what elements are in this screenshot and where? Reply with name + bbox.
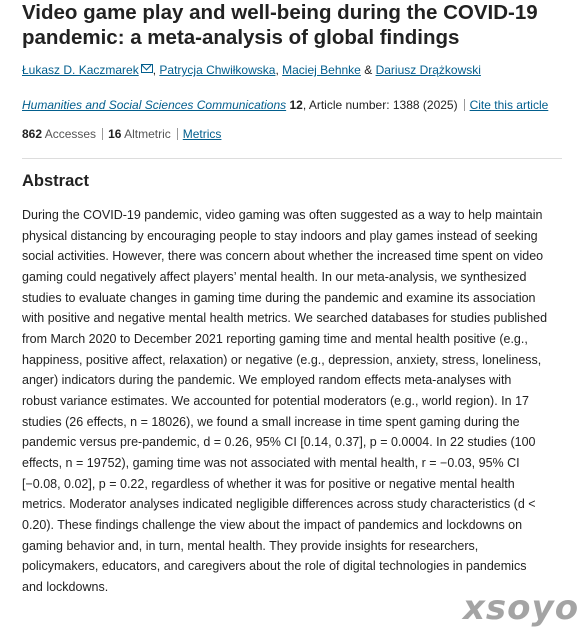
author-link-1[interactable]: Łukasz D. Kaczmarek — [22, 63, 139, 77]
abstract-line: gaming behavior and, in turn, mental health. They provide insights for researchers, — [22, 538, 479, 553]
accesses-count: 862 — [22, 127, 43, 141]
abstract-line: pandemic versus pre-pandemic, d = 0.26, 95% CI [0.14, 0.37], p = 0.0004. In 22 studies (100 — [22, 435, 536, 450]
abstract-line: anger) indicators during the pandemic. We employed random effects meta-analyses with — [22, 373, 512, 388]
abstract-line: effects, n = 19752), gaming time was not associated with mental health, r = −0.03, 95% CI — [22, 455, 520, 470]
abstract-line: policymakers, educators, and caregivers about the role of digital technologies in pandemics — [22, 559, 527, 574]
abstract-line: studies (26 effects, n = 18026), we found a small increase in time spent gaming during the — [22, 414, 520, 429]
metrics-divider — [177, 128, 178, 140]
abstract-line: from March 2020 to December 2021 reporting gaming time and mental health positive (e.g., — [22, 331, 528, 346]
abstract-line: During the COVID-19 pandemic, video gaming was often suggested as a way to help maintain — [22, 208, 543, 222]
citation-divider — [464, 99, 465, 111]
metrics-bar — [22, 126, 572, 142]
abstract-line: robust variance estimates. We accounted for potential moderators (e.g., world region). In 17 — [22, 393, 529, 408]
article-title — [22, 0, 572, 50]
abstract-line: physical distancing by encouraging people to stay indoors and play games instead of seeking — [22, 228, 538, 243]
abstract-line: 0.20). These findings challenge the view about the impact of pandemics and lockdowns on — [22, 517, 523, 532]
citation-line — [22, 97, 572, 113]
abstract-line: and lockdowns. — [22, 579, 109, 594]
abstract-line: with positive and negative mental health metrics. We searched databases for studies published — [22, 311, 548, 326]
cite-this-article-link[interactable]: Cite this article — [469, 98, 549, 112]
abstract-line: metrics. Moderator analyses indicated negligible differences across study characteristics (d < — [22, 497, 536, 512]
author-link-2[interactable]: Patrycja Chwiłkowska — [159, 63, 276, 77]
abstract-line: social activities. However, there was concern about whether the increased time spent on video — [22, 249, 544, 264]
abstract-text — [22, 205, 567, 597]
section-divider — [22, 158, 562, 159]
journal-link[interactable]: Humanities and Social Sciences Communications — [22, 98, 287, 112]
article-title-line-2: pandemic: a meta-analysis of global findings — [22, 26, 460, 49]
abstract-line: happiness, positive affect, relaxation) or negative (e.g., depression, anxiety, stress, loneliness, — [22, 352, 542, 367]
author-link-3[interactable]: Maciej Behnke — [282, 63, 361, 77]
volume-number: 12 — [289, 98, 303, 112]
article-title-line-1: Video game play and well-being during the COVID-19 — [22, 1, 538, 24]
author-link-4[interactable]: Dariusz Drążkowski — [375, 63, 481, 77]
abstract-line: studies to evaluate changes in gaming time during the pandemic and examine its association — [22, 290, 536, 305]
abstract-heading: Abstract — [22, 172, 89, 190]
author-separator: , — [152, 63, 157, 77]
altmetric-label: Altmetric — [124, 127, 171, 141]
metrics-link[interactable]: Metrics — [182, 127, 222, 141]
watermark: xsoyo — [463, 588, 580, 628]
email-icon[interactable] — [141, 64, 153, 73]
altmetric-count: 16 — [108, 127, 122, 141]
metrics-divider — [102, 128, 103, 140]
abstract-line: gaming could negatively affect players’ mental health. In our meta-analysis, we synthesized — [22, 269, 527, 284]
author-separator: , — [275, 63, 279, 77]
abstract-line: [−0.08, 0.02], p = 0.22, regardless of whether it was for positive or negative mental health — [22, 476, 515, 491]
author-list — [22, 62, 572, 78]
accesses-label: Accesses — [44, 127, 97, 141]
author-conjunction: & — [364, 63, 373, 77]
article-number: , Article number: 1388 (2025) — [302, 98, 458, 112]
